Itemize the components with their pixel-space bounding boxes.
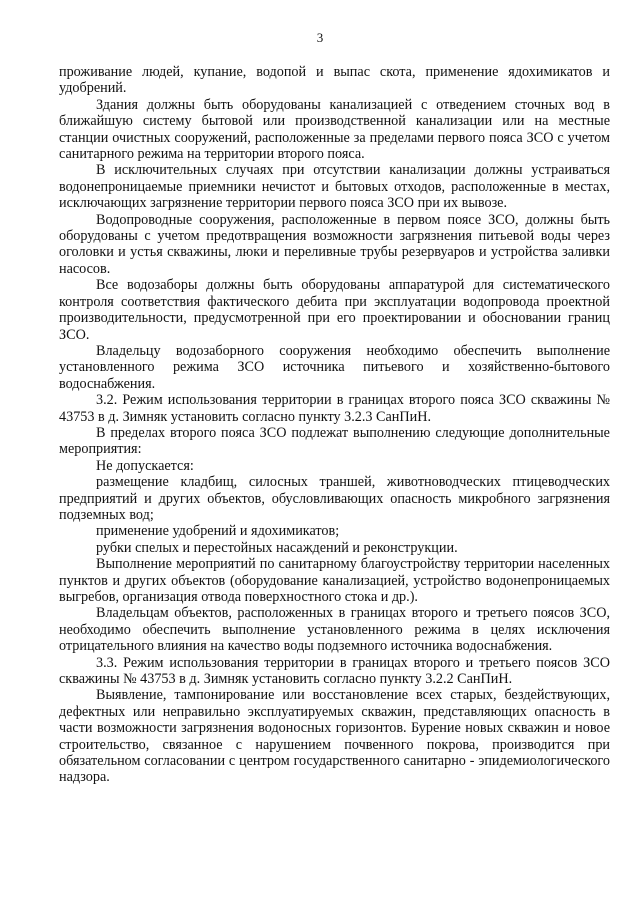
paragraph-water-intakes: Все водозаборы должны быть оборудованы аппаратурой для систематического контроля соответствия фактического дебита при эксплуатации водопровода проектной производительности, предусмотренной при его проектировании и обосновании границ ЗСО. — [59, 277, 610, 343]
paragraph-owner-duty: Владельцу водозаборного сооружения необходимо обеспечить выполнение установленного режима ЗСО источника питьевого и хозяйственно-бытового водоснабжения. — [59, 342, 610, 392]
paragraph-object-owners: Владельцам объектов, расположенных в границах второго и третьего поясов ЗСО, необходимо обеспечить выполнение установленного режима в целях исключения отрицательного влияния на качество воды подземного источника водоснабжения. — [59, 605, 610, 655]
paragraph-water-structures: Водопроводные сооружения, расположенные в первом поясе ЗСО, должны быть оборудованы с учетом предотвращения возможности загрязнения питьевой воды через оголовки и устья скважины, люки и переливные трубы резервуаров и устройства заливки насосов. — [59, 211, 610, 277]
paragraph-waste-receivers: В исключительных случаях при отсутствии канализации должны устраиваться водонепроницаемые приемники нечистот и бытовых отходов, расположенные в местах, исключающих загрязнение территории первого пояса ЗСО при их вывозе. — [59, 162, 610, 212]
list-item-fertilizers: применение удобрений и ядохимикатов; — [96, 523, 340, 540]
paragraph-improvement: Выполнение мероприятий по санитарному благоустройству территории населенных пунктов и других объектов (оборудование канализацией, устройство водонепроницаемых выгребов, организация отвода поверхностного стока и др.). — [59, 556, 610, 605]
paragraph-second-zone-measures: В пределах второго пояса ЗСО подлежат выполнению следующие дополнительные мероприятия: — [59, 424, 610, 458]
section-3-2: 3.2. Режим использования территории в границах второго пояса ЗСО скважины № 43753 в д. Зимняк установить согласно пункту 3.2.3 СанПиН. — [59, 392, 610, 425]
paragraph-not-allowed: Не допускается: — [96, 457, 194, 474]
list-item-cemeteries: размещение кладбищ, силосных траншей, животноводческих птицеводческих предприятий и других объектов, обусловливающих опасность микробного загрязнения подземных вод; — [59, 474, 610, 523]
list-item-logging: рубки спелых и перестойных насаждений и реконструкции. — [96, 539, 458, 556]
paragraph-continuation: проживание людей, купание, водопой и выпас скота, применение ядохимикатов и удобрений. — [59, 64, 610, 97]
paragraph-wells: Выявление, тампонирование или восстановление всех старых, бездействующих, дефектных или неправильно эксплуатируемых скважин, представляющих опасность в части возможности загрязнения водоносных горизонтов. Бурение новых скважин и новое строительство, связанное с нарушением почвенного покрова, производится при обязательном согласовании с центром государственного санитарно - эпидемиологического надзора. — [59, 687, 610, 786]
paragraph-sewerage: Здания должны быть оборудованы канализацией с отведением сточных вод в ближайшую систему бытовой или производственной канализации или на местные станции очистных сооружений, расположенные за пределами первого пояса ЗСО с учетом санитарного режима на территории второго пояса. — [59, 96, 610, 163]
section-3-3: 3.3. Режим использования территории в границах второго и третьего поясов ЗСО скважины № 43753 в д. Зимняк установить согласно пункту 3.2.2 СанПиН. — [59, 654, 610, 688]
page-number: 3 — [316, 30, 324, 45]
document-body — [59, 64, 610, 786]
